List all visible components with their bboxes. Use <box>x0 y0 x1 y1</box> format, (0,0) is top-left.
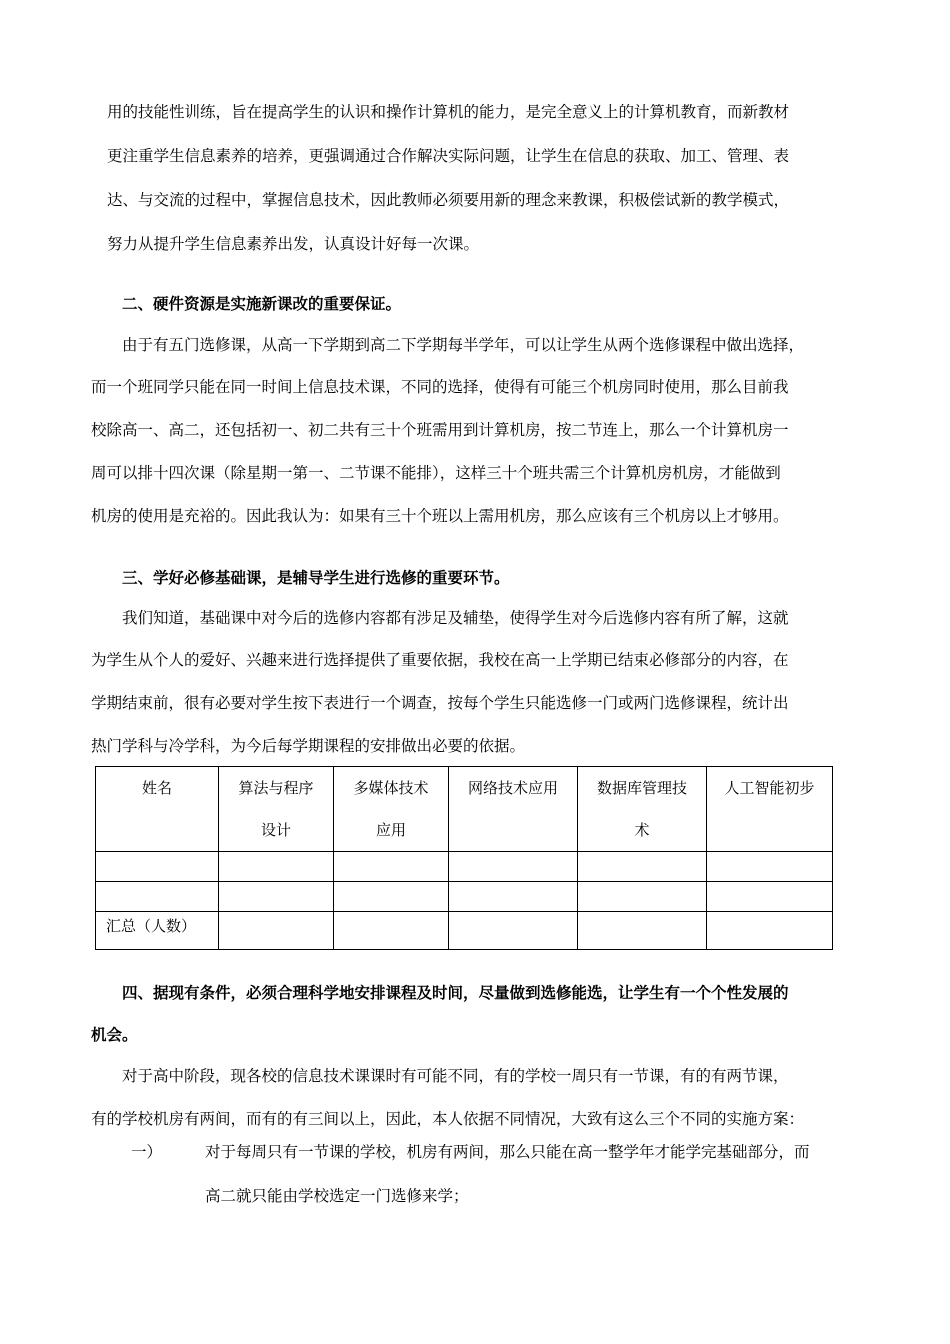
table-header-row <box>96 767 833 852</box>
table-cell <box>578 912 707 950</box>
header-line: 应用 <box>375 821 406 839</box>
total-label: 汇总（人数） <box>106 917 197 935</box>
table-cell <box>96 882 219 912</box>
paragraph-line: 用的技能性训练，旨在提高学生的认识和操作计算机的能力，是完全意义上的计算机教育，而新教材 <box>107 103 790 121</box>
list-item-line: 高二就只能由学校选定一门选修来学； <box>205 1187 469 1205</box>
table-cell <box>219 852 334 882</box>
table-cell <box>334 882 449 912</box>
total-label-cell <box>96 912 219 950</box>
header-line: 人工智能初步 <box>724 779 815 797</box>
header-line: 算法与程序 <box>238 779 314 797</box>
table-cell <box>707 852 833 882</box>
table-row <box>96 882 833 912</box>
table-header-cell <box>449 767 578 852</box>
table-total-row <box>96 912 833 950</box>
paragraph-line: 学期结束前，很有必要对学生按下表进行一个调查，按每个学生只能选修一门或两门选修课程，统计出 <box>91 694 789 712</box>
header-line: 设计 <box>260 821 291 839</box>
paragraph-line: 对于高中阶段，现各校的信息技术课课时有可能不同，有的学校一周只有一节课，有的有两节课， <box>122 1067 789 1085</box>
table-cell <box>334 852 449 882</box>
table-cell <box>449 882 578 912</box>
paragraph-line: 校除高一、高二，还包括初一、初二共有三十个班需用到计算机房，按二节连上，那么一个计算机房一 <box>91 421 789 439</box>
header-line: 多媒体技术 <box>353 779 429 797</box>
table-cell <box>707 882 833 912</box>
table-cell <box>578 882 707 912</box>
list-item-line: 对于每周只有一节课的学校，机房有两间，那么只能在高一整学年才能学完基础部分，而 <box>205 1143 810 1161</box>
table-cell <box>219 912 334 950</box>
paragraph-line: 有的学校机房有两间，而有的有三间以上，因此，本人依据不同情况，大致有这么三个不同的实施方案： <box>91 1110 805 1128</box>
paragraph-line: 而一个班同学只能在同一时间上信息技术课，不同的选择，使得有可能三个机房同时使用，那么目前我 <box>91 378 789 396</box>
section-heading-continued: 机会。 <box>91 1025 138 1044</box>
paragraph-line: 机房的使用是充裕的。因此我认为：如果有三十个班以上需用机房，那么应该有三个机房以上才够用。 <box>91 507 789 525</box>
section-heading: 三、学好必修基础课，是辅导学生进行选修的重要环节。 <box>122 568 510 587</box>
table-cell <box>449 912 578 950</box>
table-row <box>96 852 833 882</box>
table-header-cell <box>96 767 219 852</box>
header-line: 网络技术应用 <box>467 779 558 797</box>
table-header-cell <box>219 767 334 852</box>
table-header-cell <box>334 767 449 852</box>
table-header-cell <box>578 767 707 852</box>
table-cell <box>449 852 578 882</box>
table-cell <box>707 912 833 950</box>
table-cell <box>96 852 219 882</box>
survey-table <box>95 766 833 950</box>
table-header-cell <box>707 767 833 852</box>
header-line: 姓名 <box>141 779 172 797</box>
paragraph-line: 由于有五门选修课，从高一下学期到高二下学期每半学年，可以让学生从两个选修课程中做出选择， <box>122 336 805 354</box>
header-line: 数据库管理技 <box>596 779 687 797</box>
paragraph-line: 达、与交流的过程中，掌握信息技术，因此教师必须要用新的理念来教课，积极偿试新的教学模式， <box>107 191 790 209</box>
header-line: 术 <box>634 821 650 839</box>
paragraph-line: 我们知道，基础课中对今后的选修内容都有涉足及辅垫，使得学生对今后选修内容有所了解，这就 <box>122 609 789 627</box>
paragraph-line: 热门学科与冷学科，为今后每学期课程的安排做出必要的依据。 <box>91 737 526 755</box>
paragraph-line: 努力从提升学生信息素养出发，认真设计好每一次课。 <box>107 235 480 253</box>
paragraph-line: 周可以排十四次课（除星期一第一、二节课不能排），这样三十个班共需三个计算机房机房，才能做到 <box>91 464 781 482</box>
section-heading: 二、硬件资源是实施新课改的重要保证。 <box>122 294 402 313</box>
paragraph-line: 更注重学生信息素养的培养，更强调通过合作解决实际问题，让学生在信息的获取、加工、管理、表 <box>107 147 790 165</box>
paragraph-line: 为学生从个人的爱好、兴趣来进行选择提供了重要依据，我校在高一上学期已结束必修部分的内容，在 <box>91 651 789 669</box>
table-cell <box>578 852 707 882</box>
section-heading: 四、据现有条件，必须合理科学地安排课程及时间，尽量做到选修能选，让学生有一个个性发展的 <box>122 983 789 1002</box>
table-cell <box>219 882 334 912</box>
list-item-marker: 一） <box>131 1143 163 1161</box>
table-cell <box>334 912 449 950</box>
